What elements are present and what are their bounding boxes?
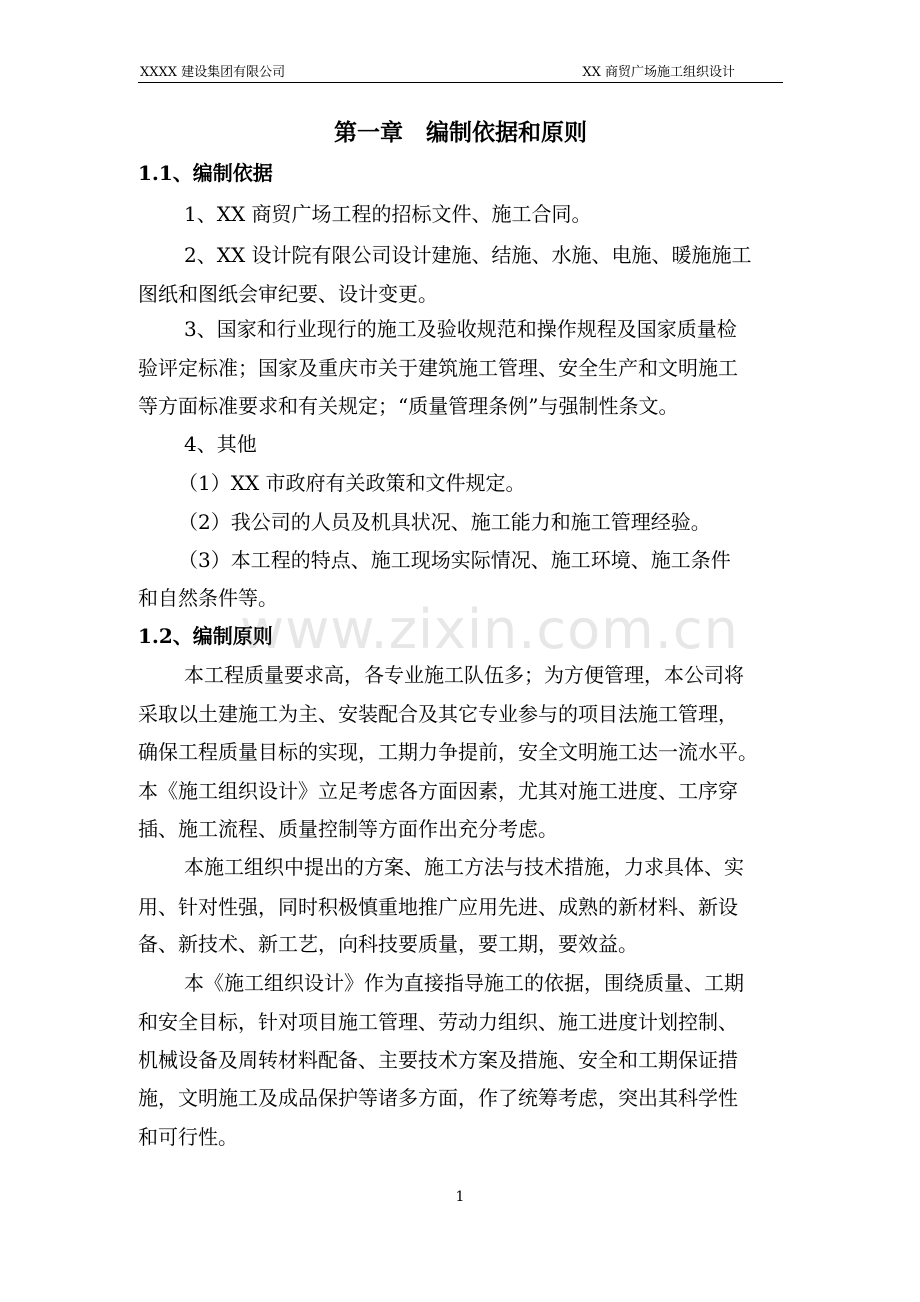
header-doc-title: XX 商贸广场施工组织设计	[582, 65, 735, 80]
paragraph-line: 用、针对性强，同时积极慎重地推广应用先进、成熟的新材料、新设	[138, 895, 738, 919]
paragraph-line: 本《施工组织设计》立足考虑各方面因素，尤其对施工进度、工序穿	[138, 779, 738, 803]
chapter-title: 第一章 编制依据和原则	[334, 119, 587, 146]
page-header	[138, 64, 783, 83]
paragraph-line: 本《施工组织设计》作为直接指导施工的依据，围绕质量、工期	[184, 971, 744, 995]
paragraph-line: 和安全目标，针对项目施工管理、劳动力组织、施工进度计划控制、	[138, 1010, 738, 1034]
section-heading-1-1: 1.1、编制依据	[138, 161, 273, 185]
paragraph-line: 本施工组织中提出的方案、施工方法与技术措施，力求具体、实	[184, 855, 744, 879]
paragraph-line: （2）我公司的人员及机具状况、施工能力和施工管理经验。	[178, 510, 711, 534]
paragraph-line: 1、XX 商贸广场工程的招标文件、施工合同。	[184, 202, 592, 226]
paragraph-line: 和可行性。	[138, 1125, 238, 1149]
section-heading-1-2: 1.2、编制原则	[138, 624, 273, 648]
paragraph-line: 采取以土建施工为主、安装配合及其它专业参与的项目法施工管理，	[138, 702, 738, 726]
watermark: www.zixin.com.cn	[240, 598, 739, 661]
paragraph-line: 等方面标准要求和有关规定；“质量管理条例”与强制性条文。	[138, 394, 679, 418]
header-company: XXXX 建设集团有限公司	[140, 65, 286, 80]
paragraph-line: 3、国家和行业现行的施工及验收规范和操作规程及国家质量检	[184, 317, 737, 341]
paragraph-line: 验评定标准；国家及重庆市关于建筑施工管理、安全生产和文明施工	[138, 356, 738, 380]
page-number: 1	[455, 1189, 465, 1205]
paragraph-line: 确保工程质量目标的实现，工期力争提前，安全文明施工达一流水平。	[138, 740, 758, 764]
paragraph-line: 本工程质量要求高，各专业施工队伍多；为方便管理，本公司将	[184, 663, 744, 687]
paragraph-line: 备、新技术、新工艺，向科技要质量，要工期，要效益。	[138, 932, 638, 956]
paragraph-line: 2、XX 设计院有限公司设计建施、结施、水施、电施、暖施施工	[184, 243, 752, 267]
paragraph-line: 图纸和图纸会审纪要、设计变更。	[138, 282, 438, 306]
paragraph-line: 和自然条件等。	[138, 586, 278, 610]
paragraph-line: 施，文明施工及成品保护等诸多方面，作了统筹考虑，突出其科学性	[138, 1086, 738, 1110]
paragraph-line: （1）XX 市政府有关政策和文件规定。	[178, 471, 526, 495]
paragraph-line: 机械设备及周转材料配备、主要技术方案及措施、安全和工期保证措	[138, 1048, 738, 1072]
paragraph-line: 插、施工流程、质量控制等方面作出充分考虑。	[138, 817, 558, 841]
paragraph-line: （3）本工程的特点、施工现场实际情况、施工环境、施工条件	[178, 548, 731, 572]
paragraph-line: 4、其他	[184, 432, 257, 456]
